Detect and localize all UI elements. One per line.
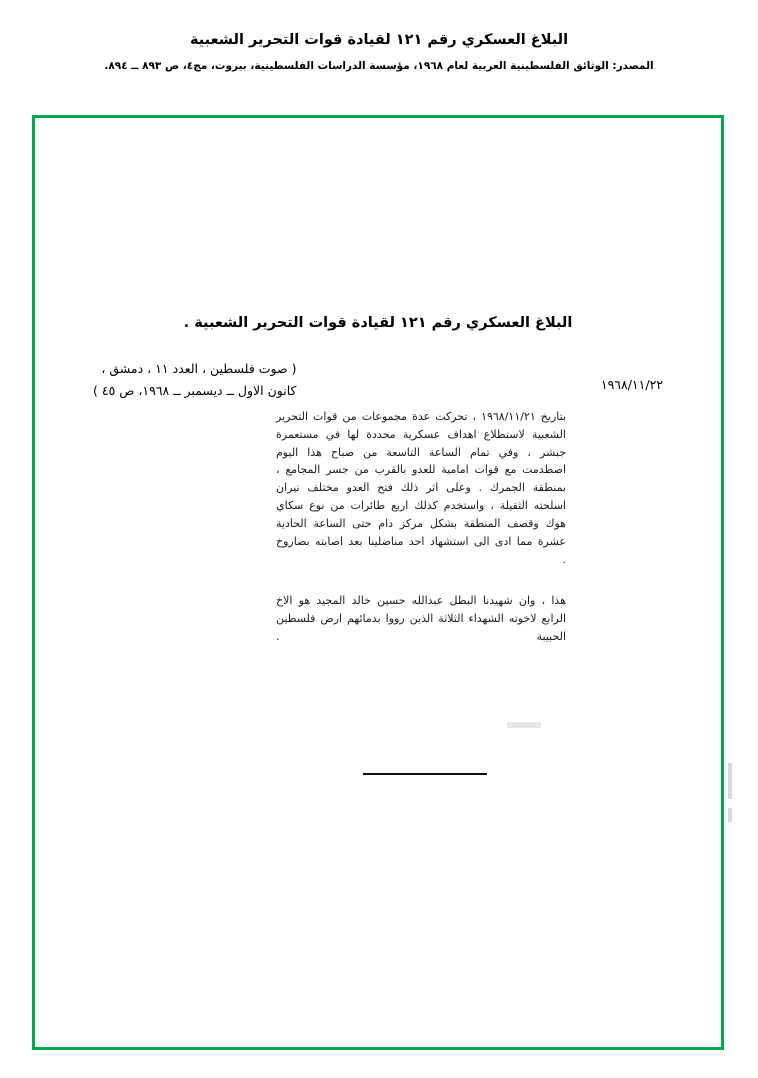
source-reference-line-1: ( صوت فلسطين ، العدد ١١ ، دمشق ،: [101, 361, 297, 376]
page-title: البلاغ العسكري رقم ١٢١ لقيادة قوات التحرير الشعبية: [189, 32, 569, 48]
document-page: [35, 118, 721, 1047]
scan-edge-mark: [728, 808, 732, 822]
scan-edge-mark: [728, 763, 732, 799]
document-meta-row: [93, 358, 663, 402]
page-header: [0, 30, 758, 74]
document-source-reference: [93, 358, 296, 402]
document-paragraph: هذا ، وان شهيدنا البطل عبدالله حسين خالد المجيد هو الاخ الرابع لاخوته الشهداء الثلاثة الذين رووا بدمائهم ارض فلسطين الحبيبة .: [276, 594, 566, 643]
scan-smudge: [507, 722, 541, 728]
document-divider: [363, 773, 487, 775]
source-reference-line-2: كانون الاول ــ ديسمبر ــ ١٩٦٨، ص ٤٥ ): [93, 382, 297, 398]
document-title: البلاغ العسكري رقم ١٢١ لقيادة قوات التحرير الشعبية .: [183, 315, 573, 331]
document-paragraph: بتاريخ ١٩٦٨/١١/٢١ ، تحركت عدة مجموعات من قوات التحرير الشعبية لاستطلاع اهداف عسكرية محددة لها في مستعمرة جبشر ، وفي تمام الساعة التاسعة من صباح هذا اليوم اصطدمت مع قوات امامية للعدو بالقرب من جسر المجامع ، بمنطقة الجمرك . وعلى اثر ذلك فتح العدو مختلف نيران اسلحته الثقيلة ، واستخدم كذلك اربع طائرات من نوع سكاي هوك وقصف المنطقة بشكل مركز دام حتى الساعة الحادية عشرة مما ادى الى استشهاد احد مناضلينا بعد اصابته بصاروخ .: [276, 410, 566, 566]
document-body: [276, 408, 566, 664]
document-date: ١٩٦٨/١١/٢٢: [600, 377, 663, 392]
document-frame: [32, 115, 724, 1050]
page-source-citation: المصدر: الوثائق الفلسطينية العربية لعام ١٩٦٨، مؤسسة الدراسات الفلسطينية، بيروت، مج٤، ص ٨٩٣ ــ ٨٩٤.: [104, 60, 654, 73]
